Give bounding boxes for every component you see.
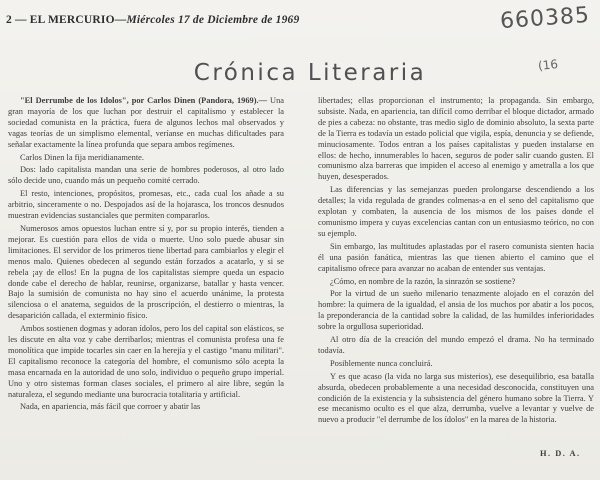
article-right-column	[318, 96, 594, 456]
article-lead: "El Derrumbe de los Idolos", por Carlos Dinen (Pandora, 1969).—	[20, 96, 267, 105]
article-paragraph: Carlos Dinen la fija meridianamente.	[20, 152, 144, 162]
article-paragraph: libertades; ellas proporcionan el instrumento; la propaganda. Sin embargo, subsiste. Nada, en apariencia, tan difícil como derribar el bloque dictador, armado de pies a cabeza: no obstante, tras medio siglo de dominio absoluto, la sexta parte de la Tierra es todavía un estado policial que vigila, espía, denuncia y se defiende, minuciosamente. Todos entran a los países capitalistas y pueden instalarse en ellos: de hecho, innumerables lo hacen, seguros de poder salir cuando gusten. El comunismo alza barreras que impiden el acceso al enemigo y ametralla a los que huyen, desesperados.	[318, 96, 594, 182]
page-number: 2	[6, 14, 12, 26]
article-paragraph: Al otro día de la creación del mundo empezó el drama. No ha terminado todavía.	[318, 335, 594, 355]
publication-date: Miércoles 17 de Diciembre de 1969	[126, 14, 300, 26]
handwritten-corner-mark: (16	[537, 56, 559, 74]
article-title: Crónica Literaria	[193, 60, 427, 86]
article-paragraph: Numerosos amos opuestos luchan entre sí y, por su propio interés, tienden a mejorar. Es cuestión para ellos de vida o muerte. Uno solo puede abusar sin limitaciones. El servidor de los primeros tiene libertad para cambiarlos y elegir el menos malo. Quienes obedecen al segundo están forzados a acatarlo, y si se rebela ¡ay de ellos! En la pugna de los capitalistas siempre queda un espacio donde cabe el derecho de hablar, reunirse, organizarse, batallar y hasta vencer. Bajo la sumisión de comunista no hay sino el acuerdo unánime, la protesta silenciosa o el anatema, seguidos de la proscripción, el destierro o mientras, la desaparición callada, el exterminio físico.	[8, 223, 284, 321]
newspaper-name: — EL MERCURIO—	[15, 14, 127, 26]
article-paragraph: Y es que acaso (la vida no larga sus misterios), ese desequilibrio, esa batalla absurda, obedecen probablemente a una necesidad desconocida, constituyen una condición de la existencia y la subsistencia del género humano sobre la Tierra. Y ese mecanismo oculto es el que alza, derrumba, vuelve a levantar y vuelve de nuevo a producir "el derrumbe de los ídolos" en la marea de la historia.	[318, 371, 594, 425]
article-paragraph: Las diferencias y las semejanzas pueden prolongarse descendiendo a los detalles; la vida regulada de grandes colmenas-a en el seno del capitalismo que explotan y combaten, la ausencia de los mismos de los países donde el comunismo impera y cuyas excelencias cantan con un entusiasmo teórico, no con su ejemplo.	[318, 185, 594, 238]
author-signature: H. D. A.	[540, 449, 581, 458]
article-paragraph: ¿Cómo, en nombre de la razón, la sinrazón se sostiene?	[330, 276, 516, 286]
article-paragraph: "El Derrumbe de los Idolos", por Carlos Dinen (Pandora, 1969).— Una gran mayoría de los que luchan por destruir el capitalismo y establecer la sociedad comunista en la práctica, fuera de algunos lechos mal observados y vagas teorías de un simplismo elemental, veríanse en muchas dificultades para señalar exactamente la línea profunda que separa ambos regímenes.	[8, 96, 284, 149]
article-paragraph: Sin embargo, las multitudes aplastadas por el rasero comunista sienten hacia él una pasión fanática, mientras las que tienen abierto el camino que el capitalismo ofrece para avanzar no acaban de entender sus ventajas.	[318, 241, 594, 273]
article-paragraph: Nada, en apariencia, más fácil que corroer y abatir las	[20, 402, 201, 412]
archive-handwritten-number: 660385	[499, 2, 591, 35]
page-header	[6, 14, 324, 26]
article-paragraph: Por la virtud de un sueño milenario tenazmente alojado en el corazón del hombre: la quimera de la igualdad, el ansia de los muchos por abatir a los pocos, la preponderancia de la cantidad sobre la calidad, de las humildes inferioridades sobre la orgullosa superioridad.	[318, 289, 594, 332]
article-left-column	[8, 96, 284, 480]
article-paragraph: Posiblemente nunca concluirá.	[330, 358, 433, 368]
article-paragraph: Ambos sostienen dogmas y adoran ídolos, pero los del capital son elásticos, se les discute en alta voz y cabe derribarlos; mientras el comunista profesa una fe monolítica que impide tocarles sin caer en la herejía y el castigo "manu militari". El capitalismo reconoce la categoría del hombre, el comunismo sólo acepta la masa encarnada en la autoridad de uno solo, individuo o pequeño grupo imperial. Uno y otro sistemas forman clases sociales, el primero al aire libre, según la naturaleza, el segundo mediante una burocracia totalitaria y artificial.	[8, 324, 284, 399]
article-paragraph: El resto, intenciones, propósitos, promesas, etc., cada cual los añade a su arbitrio, sinceramente o no. Despojados así de la hojarasca, los troncos desnudos muestran evidencias sustanciales que permiten compararlos.	[8, 189, 284, 221]
article-paragraph: Dos: lado capitalista mandan una serie de hombres poderosos, al otro lado sólo decide uno, cuando más un pequeño comité cerrado.	[8, 165, 284, 186]
